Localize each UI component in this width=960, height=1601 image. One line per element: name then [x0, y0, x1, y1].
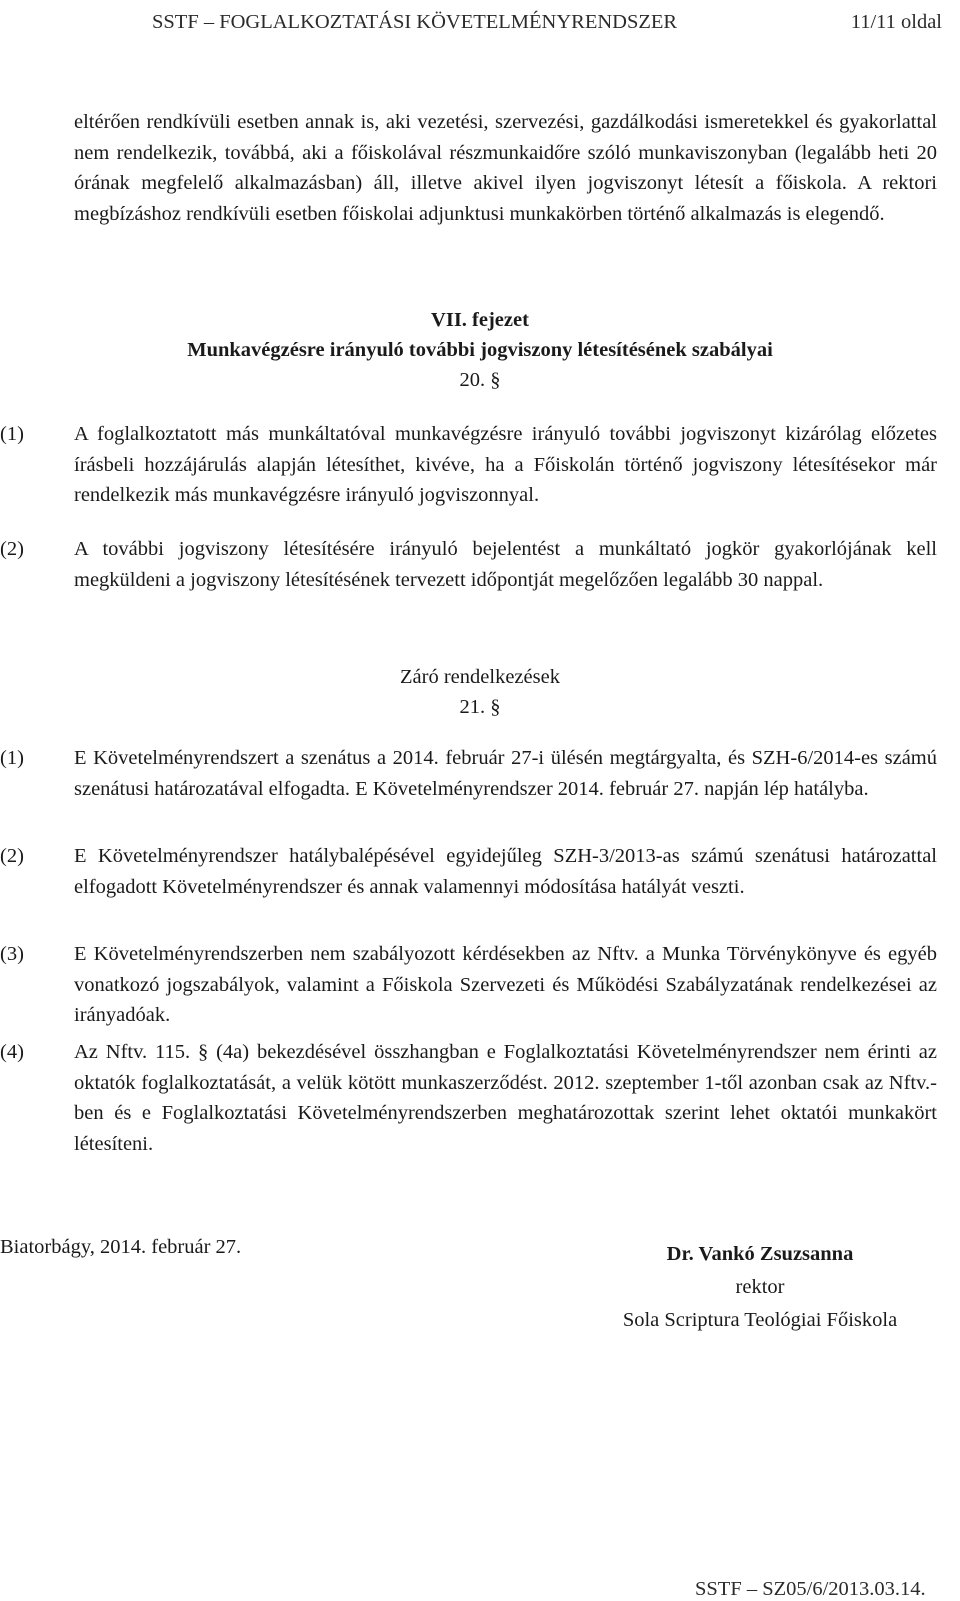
header-page-number: 11/11 oldal — [850, 10, 942, 33]
item-text: Az Nftv. 115. § (4a) bekezdésével összhangban e Foglalkoztatási Követelményrendszer nem érinti az oktatók foglalkoztatását, a velük kötött munkaszerződést. 2012. szeptember 1-től azonban csak az Nftv.-ben és e Foglalkoztatási Követelményrendszerben meghatározottak szerint lehet oktatói munkakört létesíteni. — [74, 1041, 937, 1155]
signatory-role: rektor — [735, 1276, 785, 1298]
item-number: (2) — [0, 538, 24, 560]
item-number: (1) — [0, 747, 24, 769]
item-number: (1) — [0, 423, 24, 445]
closing-title: Záró rendelkezések — [400, 666, 560, 688]
item-number: (2) — [0, 845, 24, 867]
place-and-date: Biatorbágy, 2014. február 27. — [0, 1236, 242, 1258]
item-text: A foglalkoztatott más munkáltatóval munkavégzésre irányuló további jogviszonyt kizárólag előzetes írásbeli hozzájárulás alapján létesíthet, kivéve, ha a Főiskolán történő jogviszony létesítésekor már rendelkezik más munkavégzésre irányuló jogviszonnyal. — [74, 423, 937, 507]
page-header — [152, 4, 942, 40]
item-number: (3) — [0, 943, 24, 965]
signatory-name: Dr. Vankó Zsuzsanna — [666, 1243, 854, 1265]
item-text: E Követelményrendszert a szenátus a 2014. február 27-i ülésén megtárgyalta, és SZH-6/2014-es számú szenátusi határozatával elfogadta. E Követelményrendszer 2014. február 27. napján lép hatályba. — [74, 747, 937, 800]
intro-paragraph: eltérően rendkívüli esetben annak is, aki vezetési, szervezési, gazdálkodási ismeretekkel és gyakorlattal nem rendelkezik, továbbá, aki a főiskolával részmunkaidőre szóló munkaviszonyban (legalább heti 20 órának megfelelő alkalmazásban) áll, illetve akivel ilyen jogviszonyt létesít a főiskola. A rektori megbízáshoz rendkívüli esetben főiskolai adjunktusi munkakörben történő alkalmazás is elegendő. — [74, 111, 937, 225]
item-text: E Követelményrendszerben nem szabályozott kérdésekben az Nftv. a Munka Törvénykönyve és egyéb vonatkozó jogszabályok, valamint a Főiskola Szervezeti és Működési Szabályzatának rendelkezései az irányadóak. — [74, 943, 937, 1027]
chapter-number: VII. fejezet — [431, 309, 529, 331]
section-21: 21. § — [459, 696, 501, 718]
item-text: A további jogviszony létesítésére irányuló bejelentést a munkáltató jogkör gyakorlójának kell megküldeni a jogviszony létesítésének tervezett időpontját megelőzően legalább 30 nappal. — [74, 538, 937, 591]
header-title: SSTF – FOGLALKOZTATÁSI KÖVETELMÉNYRENDSZER — [152, 10, 678, 33]
section-20: 20. § — [459, 369, 501, 391]
page-footer: SSTF – SZ05/6/2013.03.14. — [695, 1578, 926, 1600]
chapter-title: Munkavégzésre irányuló további jogviszony létesítésének szabályai — [187, 339, 773, 361]
signatory-institution: Sola Scriptura Teológiai Főiskola — [622, 1309, 898, 1331]
item-text: E Követelményrendszer hatálybalépésével egyidejűleg SZH-3/2013-as számú szenátusi határozattal elfogadott Követelményrendszer és annak valamennyi módosítása hatályát veszti. — [74, 845, 937, 898]
item-number: (4) — [0, 1041, 24, 1063]
